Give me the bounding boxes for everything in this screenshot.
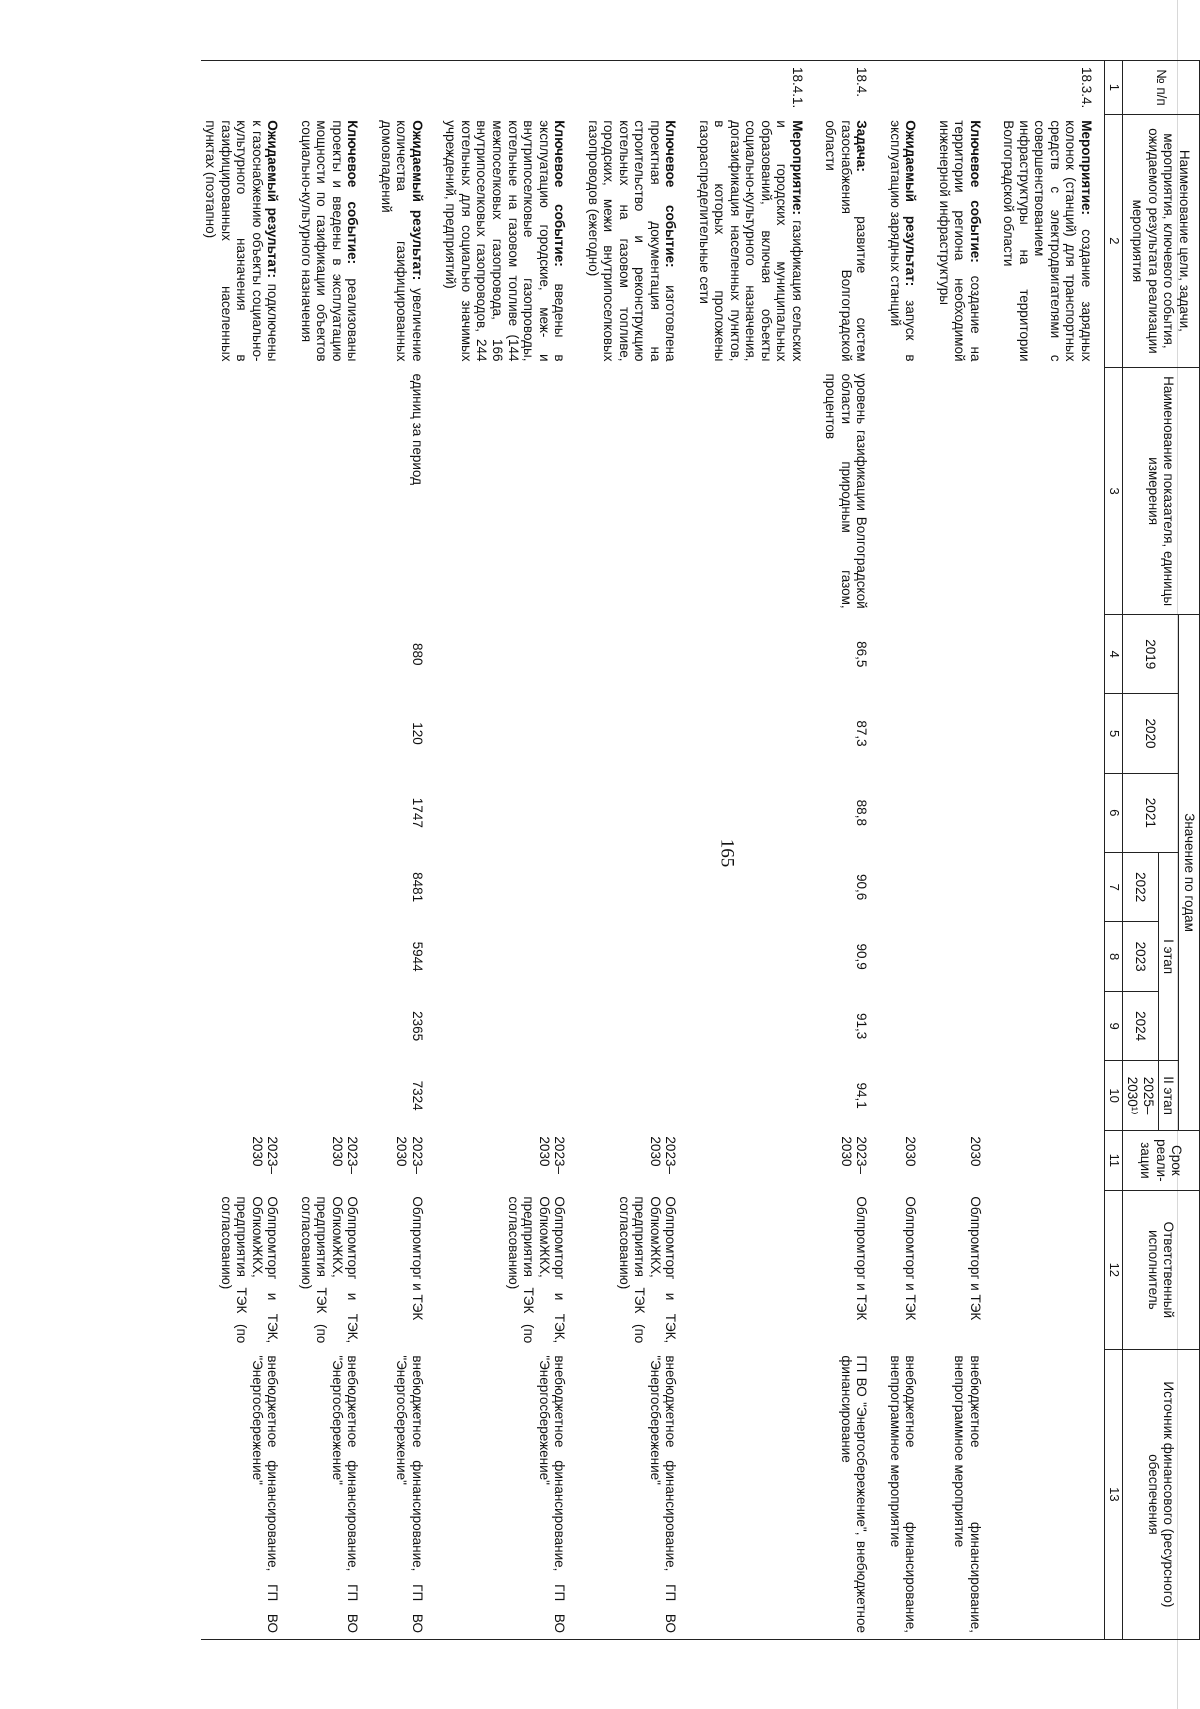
value-2022 [934,852,999,921]
row-number: 18.4. [821,61,886,115]
row-indicator: уровень газификации Волгоградской области природным газом, процентов [823,373,870,609]
value-2025-2030: 94,1 [854,1082,870,1109]
row-term: 2030 [903,1136,919,1167]
row-term [999,1130,1105,1190]
value-2022 [885,852,934,921]
row-responsible: Облпромторг и ТЭК [409,1196,425,1321]
row-kind-label: Ожидаемый результат: [409,120,425,281]
row-source: внебюджетное финансирование, ГП ВО "Энергосбережение" [376,1349,441,1639]
row-indicator [441,368,583,615]
value-2020 [296,694,376,773]
row-description: увеличение количества газифицированных домовладений [378,120,425,362]
value-2021 [441,773,583,852]
value-2025-2030 [296,1061,376,1131]
row-name [376,114,441,367]
value-2024 [885,991,934,1060]
row-name [885,114,934,367]
row-responsible: Облпромторг и ТЭК, ОблкомЖКХ, предприятия ТЭК (по согласованию) [505,1196,568,1344]
value-2024 [201,991,297,1060]
row-number [296,61,376,115]
row-term [694,1130,821,1190]
value-2022: 8481 [409,872,425,903]
value-2019 [999,615,1105,694]
value-2024 [583,991,694,1060]
row-source: ГП ВО "Энергосбережение", внебюджетное финансирование [821,1349,886,1639]
value-2024 [999,991,1105,1060]
row-number [201,61,297,115]
table-row [376,61,441,1640]
row-description: реализованы проекты и введены в эксплуатацию мощности по газификации объектов социально-культурного назначения [298,120,361,362]
value-2023 [201,922,297,991]
value-2023 [934,922,999,991]
row-responsible: Облпромторг и ТЭК [967,1196,983,1321]
rotated-page [190,60,1200,1640]
row-description: развитие систем газоснабжения Волгоградской области [823,120,870,362]
table-row [296,61,376,1640]
value-2019 [885,615,934,694]
col-number: 9 [1105,991,1123,1060]
row-responsible [999,1190,1105,1349]
value-2020 [885,694,934,773]
row-description: создание на территории региона необходимой инженерной инфраструктуры [936,120,983,362]
row-kind-label: Ключевое событие: [967,120,983,263]
row-number [441,61,583,115]
value-2023 [885,922,934,991]
row-source: внебюджетное финансирование, ГП ВО "Энергосбережение" [296,1349,376,1639]
value-2021 [934,773,999,852]
table-row [201,61,297,1640]
row-source: внебюджетное финансирование, ГП ВО "Энергосбережение" [441,1349,583,1639]
value-2020 [694,694,821,773]
row-source: внебюджетное финансирование, внепрограммное мероприятие [885,1349,934,1639]
row-description: создание зарядных колонок (станций) для транспортных средств с электродвигателями с совершенствованием инфраструктуры на территории Волгоградской области [1001,120,1094,362]
col-number: 7 [1105,852,1123,921]
row-indicator: единиц за период [409,373,425,486]
value-2022 [694,852,821,921]
value-2023 [999,922,1105,991]
row-description: введены в эксплуатацию городские, меж- и внутрипоселковые газопроводы, котельные на газовом топливе (144 межпоселковых газопровода, 166 внутрипоселковых газопроводов, 244 котельных для социально значимых учреждений, предприятий) [443,120,568,362]
row-name [583,114,694,367]
row-number [934,61,999,115]
value-2024 [441,991,583,1060]
row-term: 2023–2030 [394,1136,425,1174]
row-number: 18.3.4. [999,61,1105,115]
page-number: 165 [716,838,738,868]
value-2024: 91,3 [854,1012,870,1040]
row-responsible: Облпромторг и ТЭК, ОблкомЖКХ, предприятия ТЭК (по согласованию) [298,1196,361,1344]
row-name [821,114,886,367]
row-kind-label: Задача: [854,120,870,172]
value-2021: 1747 [409,797,425,828]
row-source [999,1349,1105,1639]
value-2025-2030 [201,1061,297,1131]
value-2022 [296,852,376,921]
header-term: Срок реали-зации [1122,1130,1199,1190]
value-2024: 2365 [409,1011,425,1042]
value-2025-2030 [934,1061,999,1131]
value-2024 [694,991,821,1060]
row-description: газификация сельских и городских муниципальных образований, включая объекты социально-культурного назначения, догазификация населенных пунктов, в которых проложены газораспределительные сети [696,120,805,362]
row-number [376,61,441,115]
header-2025-2030: 2025–2030¹⁾ [1122,1061,1158,1131]
col-number: 4 [1105,615,1123,694]
row-term: 2023–2030 [647,1136,679,1174]
value-2019 [296,615,376,694]
header-stage-1: I этап [1158,852,1179,1060]
table-row [821,61,886,1640]
value-2023 [694,922,821,991]
value-2025-2030 [885,1061,934,1131]
value-2022 [201,852,297,921]
row-term: 2023–2030 [838,1136,870,1174]
value-2020 [934,694,999,773]
row-responsible: Облпромторг и ТЭК [903,1196,919,1321]
row-description: подключены к газоснабжению объекты социально-культурного назначения в газифицированных населенных пунктах (поэтапно) [203,120,281,362]
header-2023: 2023 [1122,922,1158,991]
col-number: 13 [1105,1349,1123,1639]
header-source: Источник финансового (ресурсного) обеспечения [1122,1349,1199,1639]
table-row [441,61,583,1640]
col-number: 11 [1105,1130,1123,1190]
table-header [1105,61,1200,1640]
row-indicator [934,368,999,615]
row-name [694,114,821,367]
row-responsible: Облпромторг и ТЭК [854,1196,870,1321]
value-2021 [583,773,694,852]
value-2023 [441,922,583,991]
row-indicator [694,368,821,615]
header-values-group: Значение по годам [1179,615,1200,1131]
row-indicator [583,368,694,615]
row-description: изготовлена проектная документация на строительство и реконструкцию котельных на газовом топливе, городских, межи внутрипоселковых газопроводов (ежегодно) [585,120,679,362]
value-2021 [296,773,376,852]
value-2019 [583,615,694,694]
row-kind-label: Ключевое событие: [345,120,361,265]
value-2019: 86,5 [854,641,870,668]
table-row [694,61,821,1640]
value-2024 [296,991,376,1060]
header-num: № п/п [1122,61,1199,115]
header-name: Наименование цели, задачи, мероприятия, ключевого события, ожидаемого результата реализации мероприятия [1122,114,1199,367]
value-2021 [885,773,934,852]
row-name [441,114,583,367]
value-2020 [201,694,297,773]
value-2022 [441,852,583,921]
row-indicator [296,368,376,615]
value-2019 [201,615,297,694]
header-2020: 2020 [1122,694,1179,773]
row-indicator [885,368,934,615]
row-responsible: Облпромторг и ТЭК, ОблкомЖКХ, предприятия ТЭК (по согласованию) [616,1196,679,1344]
value-2021 [694,773,821,852]
header-2021: 2021 [1122,773,1179,852]
col-number: 10 [1105,1061,1123,1131]
value-2019 [694,615,821,694]
value-2023: 90,9 [854,943,870,970]
col-number: 12 [1105,1190,1123,1349]
value-2022 [999,852,1105,921]
table-body [201,61,1105,1640]
row-term: 2030 [967,1136,983,1167]
row-name [201,114,297,367]
table-row [583,61,694,1640]
row-term: 2023–2030 [536,1136,568,1174]
col-number: 3 [1105,368,1123,615]
table-row [934,61,999,1640]
row-term: 2023–2030 [249,1136,281,1174]
value-2021 [201,773,297,852]
value-2019: 880 [409,643,425,666]
row-kind-label: Мероприятие: [1079,120,1094,216]
col-number: 5 [1105,694,1123,773]
value-2020 [441,694,583,773]
value-2020 [583,694,694,773]
table-row [885,61,934,1640]
row-responsible: Облпромторг и ТЭК, ОблкомЖКХ, предприятия ТЭК (по согласованию) [218,1196,281,1344]
header-2022: 2022 [1122,852,1158,921]
col-number: 1 [1105,61,1123,115]
row-indicator [999,368,1105,615]
value-2024 [934,991,999,1060]
value-2021: 88,8 [854,799,870,826]
value-2019 [441,615,583,694]
value-2020 [999,694,1105,773]
row-number [885,61,934,115]
col-number: 8 [1105,922,1123,991]
row-description: запуск в эксплуатацию зарядных станций [887,120,919,362]
row-kind-label: Ключевое событие: [663,120,679,268]
value-2025-2030 [694,1061,821,1131]
value-2022 [583,852,694,921]
value-2025-2030 [999,1061,1105,1131]
header-2024: 2024 [1122,991,1158,1060]
row-responsible [694,1190,821,1349]
row-indicator [201,368,297,615]
value-2019 [934,615,999,694]
value-2025-2030 [583,1061,694,1131]
value-2023 [296,922,376,991]
header-2019: 2019 [1122,615,1179,694]
row-kind-label: Мероприятие: [789,120,805,216]
header-stage-2: II этап [1158,1061,1179,1131]
value-2023 [583,922,694,991]
table-row [999,61,1105,1640]
row-kind-label: Ожидаемый результат: [265,120,281,278]
row-term: 2023–2030 [329,1136,361,1174]
row-source [694,1349,821,1639]
measures-table [201,60,1200,1640]
header-resp: Ответственный исполнитель [1122,1190,1199,1349]
row-source: внебюджетное финансирование, ГП ВО "Энергосбережение" [583,1349,694,1639]
row-kind-label: Ключевое событие: [552,120,568,267]
value-2022: 90,6 [854,874,870,901]
row-name [999,114,1105,367]
row-number: 18.4.1. [694,61,821,115]
row-number [583,61,694,115]
col-number: 2 [1105,114,1123,367]
value-2020: 87,3 [854,720,870,747]
row-name [934,114,999,367]
value-2023: 5944 [409,941,425,972]
value-2020: 120 [409,722,425,745]
value-2021 [999,773,1105,852]
row-source: внебюджетное финансирование, ГП ВО "Энергосбережение" [201,1349,297,1639]
header-indicator: Наименование показателя, единицы измерения [1122,368,1199,615]
header-column-numbers [1105,61,1123,1640]
row-source: внебюджетное финансирование, внепрограммное мероприятие [934,1349,999,1639]
value-2025-2030: 7324 [409,1080,425,1111]
value-2025-2030 [441,1061,583,1131]
col-number: 6 [1105,773,1123,852]
row-name [296,114,376,367]
row-kind-label: Ожидаемый результат: [903,120,919,287]
